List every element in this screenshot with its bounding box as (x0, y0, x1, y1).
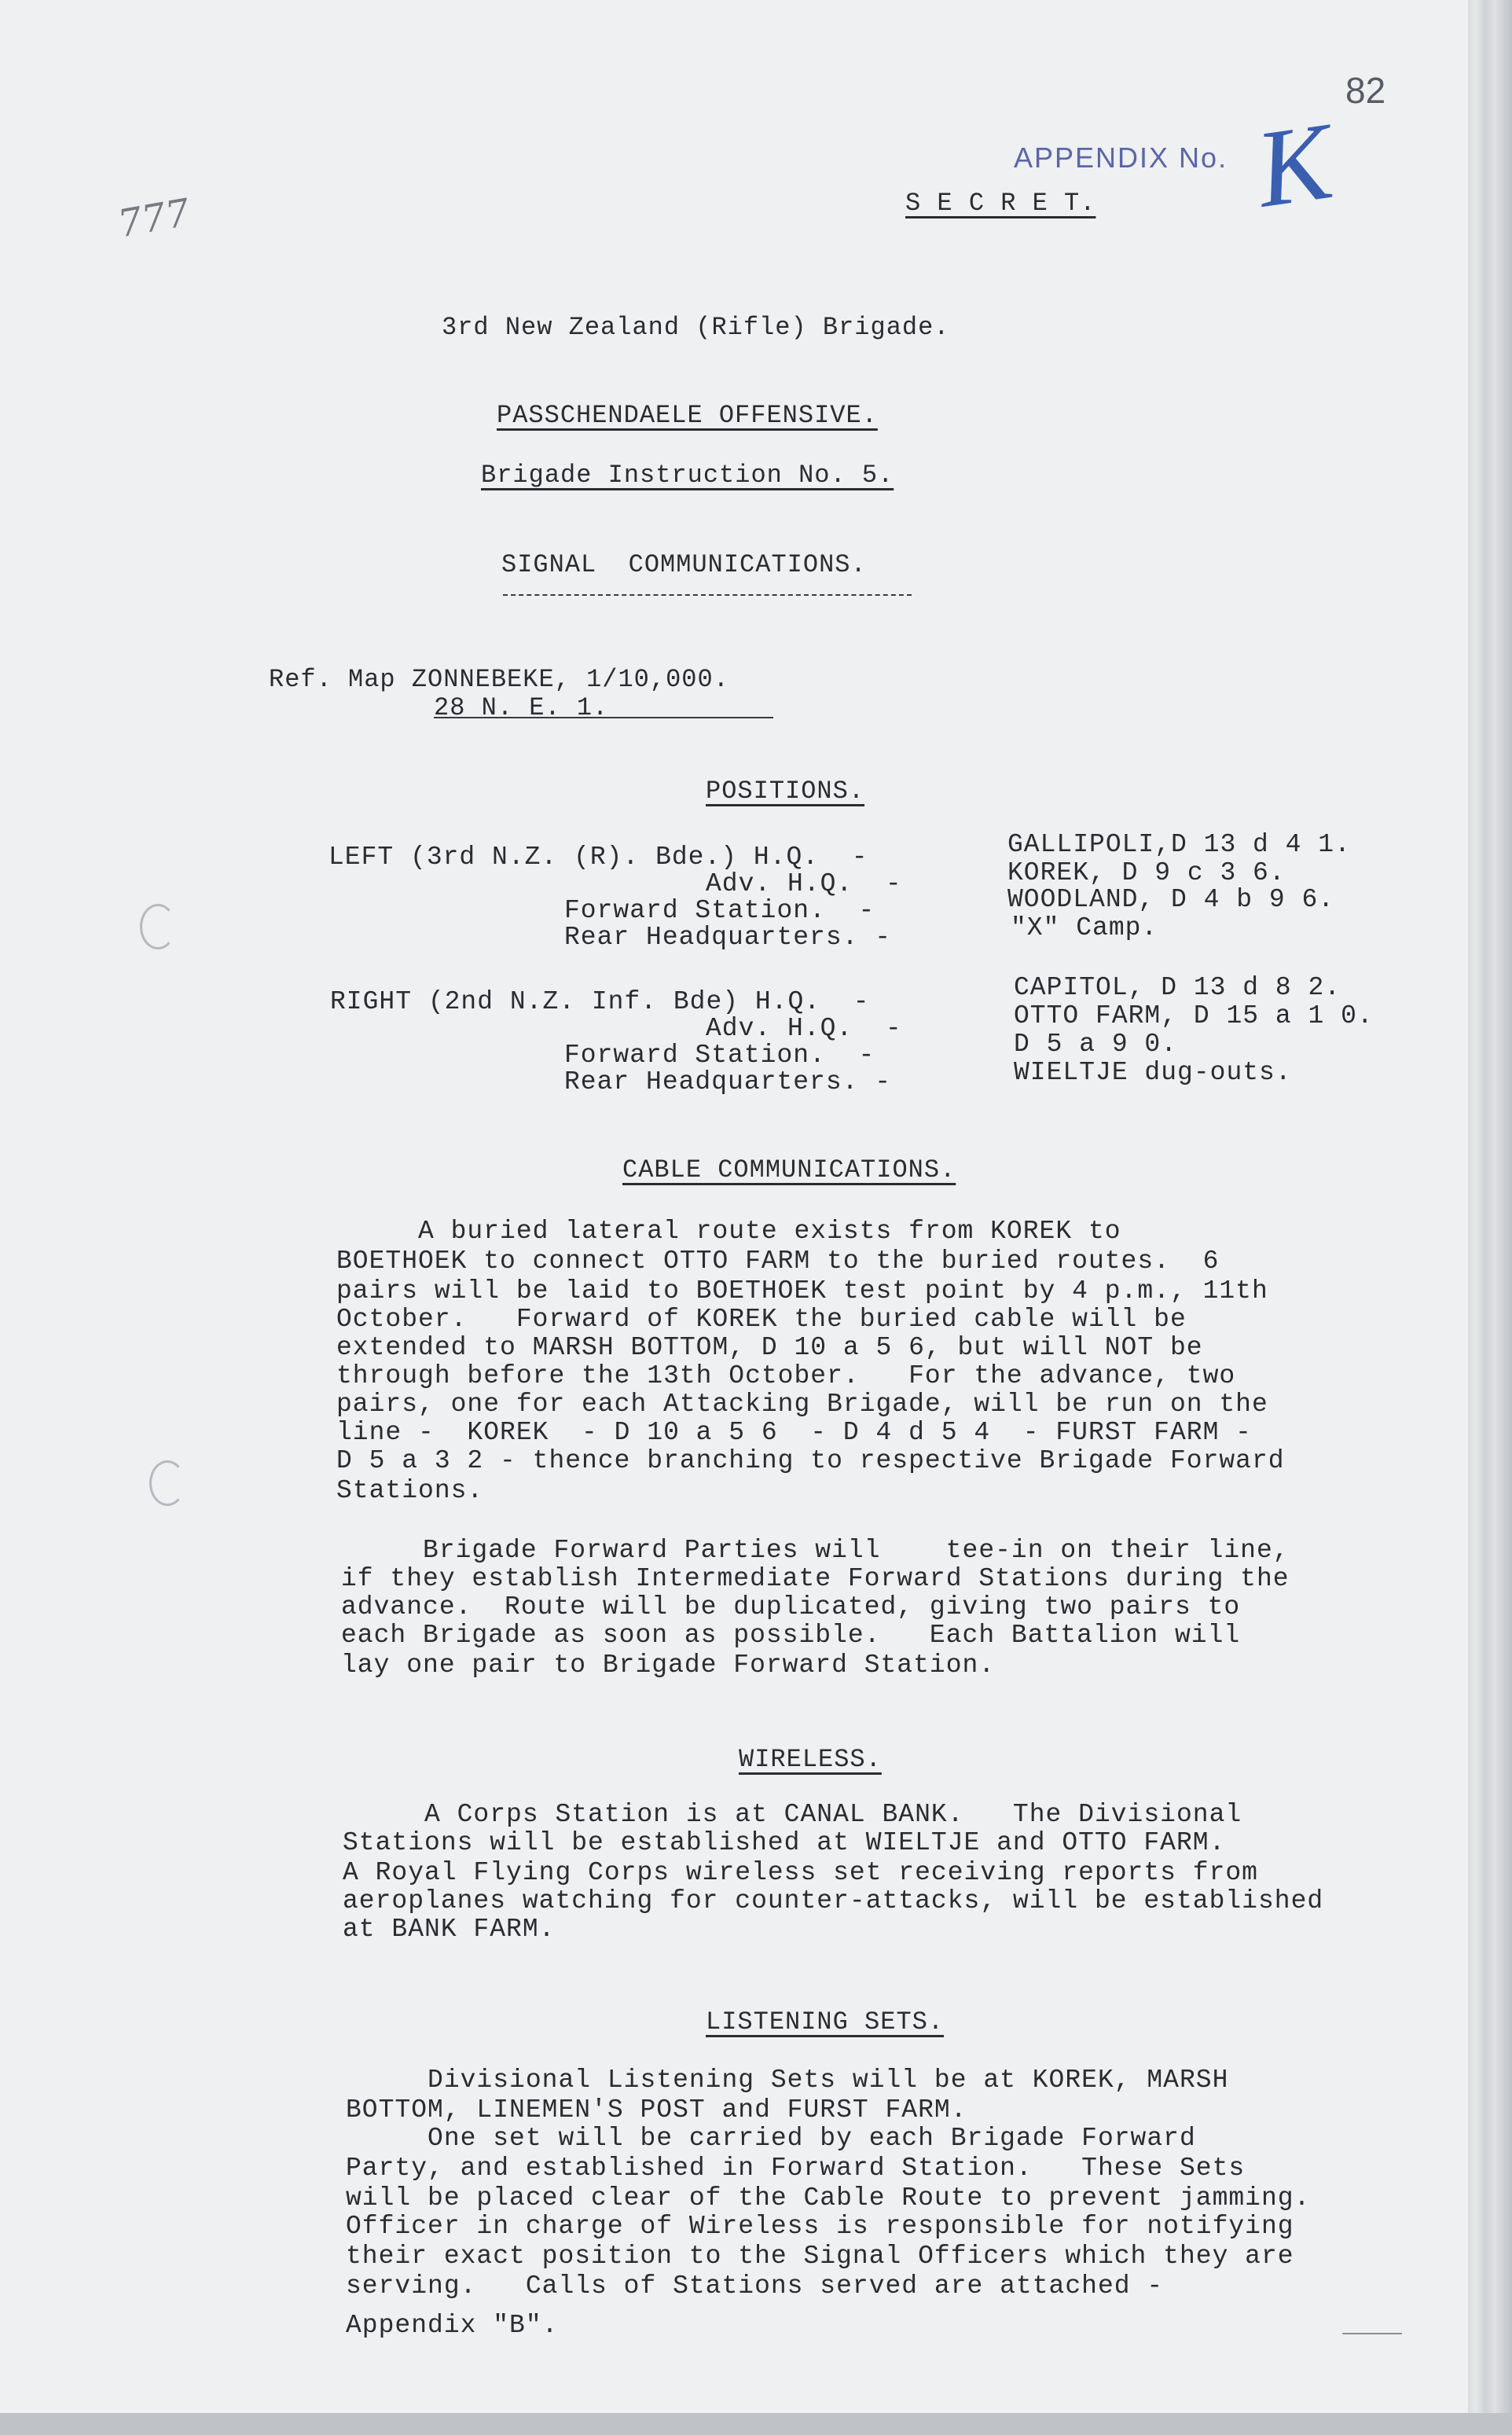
subject-rule (503, 594, 912, 596)
cable-para1-line: through before the 13th October. For the advance, two (336, 1361, 1236, 1390)
subject-title: SIGNAL COMMUNICATIONS. (501, 550, 867, 579)
wireless-para-line: A Royal Flying Corps wireless set receiving reports from (343, 1858, 1258, 1887)
listening-para-line: will be placed clear of the Cable Route to prevent jamming. (346, 2183, 1311, 2213)
cable-para2-line: each Brigade as soon as possible. Each Battalion will (341, 1621, 1241, 1650)
listening-para-line: BOTTOM, LINEMEN'S POST and FURST FARM. (346, 2095, 967, 2125)
cable-para2-line: advance. Route will be duplicated, giving two pairs to (341, 1592, 1241, 1621)
cable-para1-line: D 5 a 3 2 - thence branching to respective Brigade Forward (336, 1446, 1285, 1475)
position-label: Forward Station. - (564, 896, 875, 925)
wireless-para-line: aeroplanes watching for counter-attacks, will be established (343, 1886, 1324, 1915)
position-label: Rear Headquarters. - (564, 1067, 892, 1096)
pencil-note: 777 (114, 190, 193, 247)
appendix-letter: K (1249, 100, 1339, 231)
wireless-para-line: Stations will be established at WIELTJE and OTTO FARM. (343, 1828, 1226, 1857)
offensive-title: PASSCHENDAELE OFFENSIVE. (497, 401, 878, 430)
cable-para1-line: A buried lateral route exists from KOREK to (336, 1217, 1121, 1246)
listening-para-line: Divisional Listening Sets will be at KOREK, MARSH (346, 2066, 1229, 2095)
secret-heading: S E C R E T. (905, 189, 1096, 218)
cable-para2-line: Brigade Forward Parties will tee-in on their line, (341, 1536, 1290, 1565)
cable-para1-line: pairs will be laid to BOETHOEK test point by 4 p.m., 11th (336, 1276, 1268, 1306)
ref-map-line1: Ref. Map ZONNEBEKE, 1/10,000. (269, 665, 729, 694)
wireless-para-line: at BANK FARM. (343, 1915, 556, 1944)
position-label: Adv. H.Q. - (706, 869, 902, 898)
listening-para-line: One set will be carried by each Brigade Forward (346, 2124, 1196, 2153)
position-label: LEFT (3rd N.Z. (R). Bde.) H.Q. - (328, 843, 868, 872)
wireless-heading: WIRELESS. (739, 1745, 882, 1774)
margin-mark (1342, 2333, 1402, 2334)
stacked-pages-edge (1468, 0, 1512, 2435)
position-value: WIELTJE dug-outs. (1014, 1058, 1292, 1087)
position-label: Rear Headquarters. - (564, 923, 892, 952)
listening-heading: LISTENING SETS. (706, 2007, 945, 2037)
position-value: WOODLAND, D 4 b 9 6. (1007, 885, 1335, 914)
instruction-title: Brigade Instruction No. 5. (481, 461, 894, 490)
position-value: KOREK, D 9 c 3 6. (1007, 858, 1286, 887)
cable-para1-line: pairs, one for each Attacking Brigade, will be run on the (336, 1390, 1268, 1419)
listening-para-line: their exact position to the Signal Officers which they are (346, 2242, 1294, 2271)
listening-para-line: Party, and established in Forward Station. These Sets (346, 2154, 1246, 2183)
position-value: "X" Camp. (1011, 913, 1158, 942)
cable-para1-line: line - KOREK - D 10 a 5 6 - D 4 d 5 4 - FURST FARM - (336, 1418, 1252, 1447)
page-number: 82 (1345, 70, 1386, 111)
position-value: D 5 a 9 0. (1014, 1030, 1178, 1059)
listening-para-line: Officer in charge of Wireless is responsible for notifying (346, 2212, 1294, 2241)
appendix-stamp: APPENDIX No. (1014, 141, 1228, 174)
listening-para-line: serving. Calls of Stations served are attached - (346, 2272, 1164, 2301)
positions-heading: POSITIONS. (706, 777, 865, 806)
stacked-pages-bottom (0, 2413, 1512, 2435)
position-value: OTTO FARM, D 15 a 1 0. (1014, 1001, 1374, 1030)
cable-para2-line: if they establish Intermediate Forward Stations during the (341, 1564, 1290, 1593)
cable-para2-line: lay one pair to Brigade Forward Station. (341, 1651, 996, 1680)
cable-para1-line: October. Forward of KOREK the buried cable will be (336, 1305, 1187, 1334)
cable-heading: CABLE COMMUNICATIONS. (622, 1155, 956, 1184)
position-value: CAPITOL, D 13 d 8 2. (1014, 973, 1341, 1002)
cable-para1-line: Stations. (336, 1476, 484, 1505)
listening-para-line: Appendix "B". (346, 2311, 559, 2340)
position-label: RIGHT (2nd N.Z. Inf. Bde) H.Q. - (330, 987, 870, 1016)
wireless-para-line: A Corps Station is at CANAL BANK. The Divisional (343, 1800, 1242, 1829)
brigade-title: 3rd New Zealand (Rifle) Brigade. (442, 313, 950, 342)
cable-para1-line: BOETHOEK to connect OTTO FARM to the buried routes. 6 (336, 1247, 1220, 1276)
position-label: Forward Station. - (564, 1041, 875, 1070)
ref-map-line2: 28 N. E. 1. (434, 693, 609, 722)
position-value: GALLIPOLI,D 13 d 4 1. (1007, 830, 1351, 859)
punch-hole (140, 904, 176, 949)
ref-map-rule (434, 717, 773, 718)
punch-hole (149, 1460, 185, 1506)
position-label: Adv. H.Q. - (706, 1014, 902, 1043)
cable-para1-line: extended to MARSH BOTTOM, D 10 a 5 6, but will NOT be (336, 1333, 1203, 1362)
